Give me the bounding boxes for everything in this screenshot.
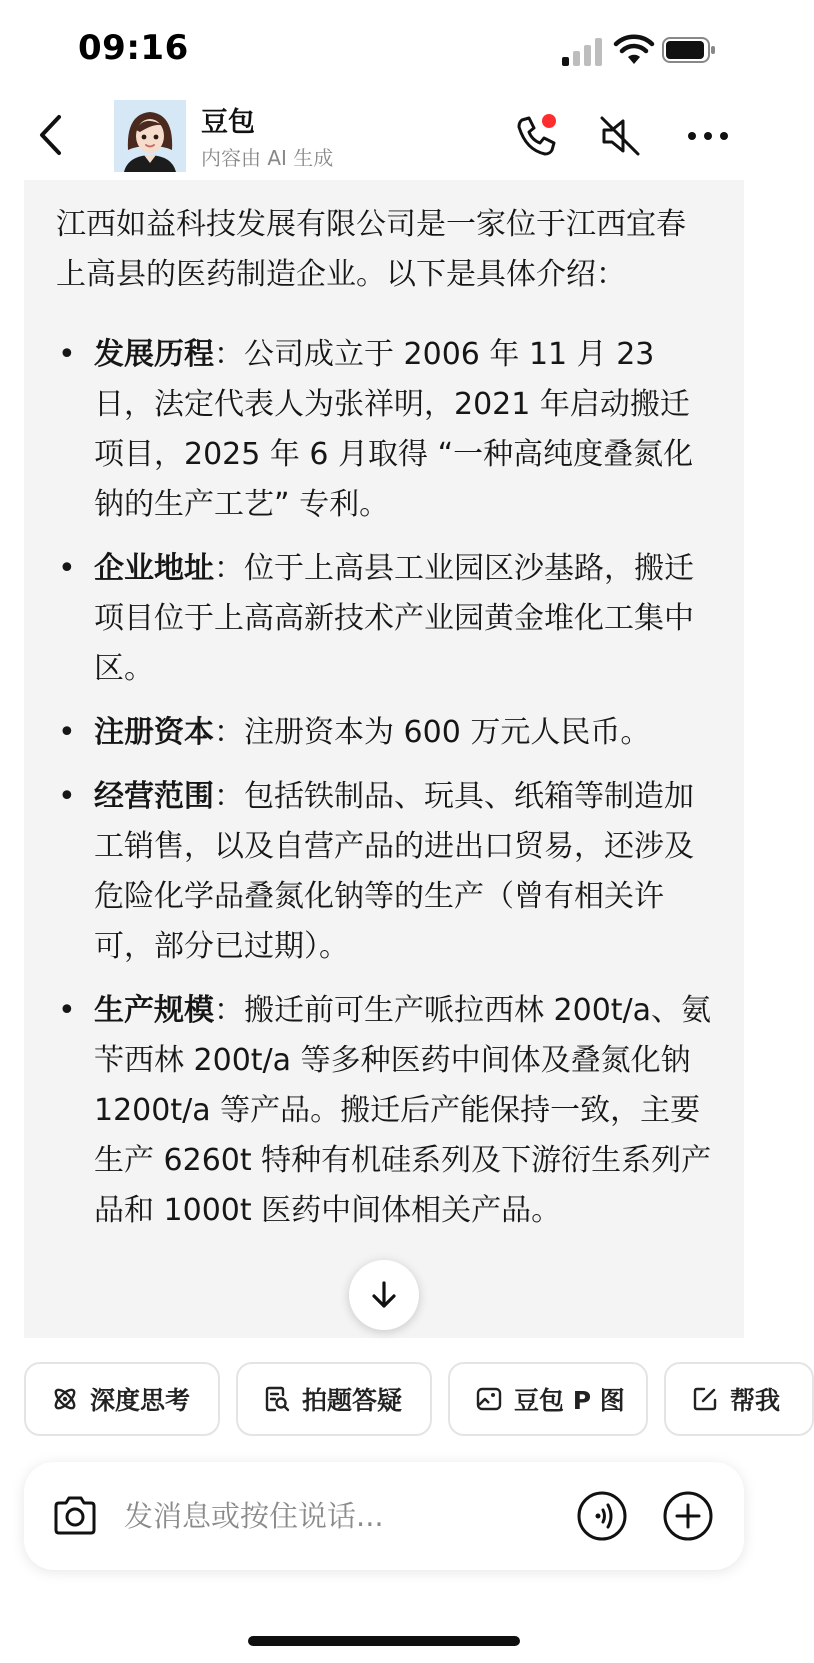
list-item-scope	[56, 772, 712, 972]
bot-name: 豆包	[201, 107, 255, 138]
chip-label: 豆包 P 图	[514, 1386, 625, 1415]
add-button[interactable]	[662, 1490, 714, 1542]
chip-label: 深度思考	[90, 1386, 191, 1415]
search-doc-icon	[262, 1384, 292, 1414]
camera-icon	[50, 1492, 100, 1540]
voice-call-button[interactable]	[576, 1490, 628, 1542]
message-input[interactable]	[124, 1490, 524, 1542]
status-time: 09:16	[78, 28, 189, 68]
list-item-history	[56, 330, 712, 530]
back-button[interactable]	[30, 110, 70, 160]
wifi-icon	[614, 34, 654, 66]
message-intro: 江西如益科技发展有限公司是一家位于江西宜春上高县的医药制造企业。以下是具体介绍：	[56, 207, 686, 292]
item-text: ：搬迁前可生产哌拉西林 200t/a、氨苄西林 200t/a 等多种医药中间体及叠氮化钠 1200t/a 等产品。搬迁后产能保持一致，主要生产 6260t 特种有机硅系列及下游衍生系列产品和 1000t 医药中间体相关产品。	[94, 993, 712, 1228]
home-indicator[interactable]	[248, 1636, 520, 1646]
bot-message	[24, 180, 744, 1236]
message-bullet-list	[56, 330, 712, 1236]
item-title: 经营范围	[94, 779, 214, 814]
chip-deep-think[interactable]	[24, 1362, 220, 1436]
ai-disclaimer: 内容由 AI 生成	[201, 146, 334, 170]
item-title: 注册资本	[94, 715, 214, 750]
status-bar	[0, 0, 768, 90]
chip-photo-question[interactable]	[236, 1362, 432, 1436]
chip-label: 拍题答疑	[302, 1386, 403, 1415]
item-title: 企业地址	[94, 551, 214, 586]
mute-speaker-button[interactable]	[596, 112, 644, 160]
cellular-signal-icon	[560, 38, 604, 66]
item-text: ：公司成立于 2006 年 11 月 23 日，法定代表人为张祥明，2021 年启动搬迁项目，2025 年 6 月取得 “一种高纯度叠氮化钠的生产工艺” 专利。	[94, 337, 694, 522]
chat-header	[0, 92, 768, 180]
phone-call-button[interactable]	[512, 112, 560, 160]
arrow-down-icon	[369, 1280, 399, 1310]
speaker-muted-icon	[596, 112, 644, 160]
write-icon	[690, 1384, 720, 1414]
item-text: ：注册资本为 600 万元人民币。	[214, 715, 651, 750]
camera-button[interactable]	[50, 1492, 100, 1540]
more-options-button[interactable]	[684, 112, 732, 160]
chip-help-write[interactable]	[664, 1362, 814, 1436]
item-title: 发展历程	[94, 337, 214, 372]
item-title: 生产规模	[94, 993, 214, 1028]
image-edit-icon	[474, 1384, 504, 1414]
message-input-bar	[24, 1462, 744, 1570]
voice-wave-icon	[576, 1490, 628, 1542]
avatar-portrait-icon	[114, 100, 186, 172]
phone-icon	[512, 112, 560, 160]
bot-avatar[interactable]	[114, 100, 186, 172]
scroll-to-bottom-button[interactable]	[349, 1260, 419, 1330]
chat-message-area[interactable]	[24, 180, 744, 1338]
more-dots-icon	[684, 112, 732, 160]
battery-icon	[662, 36, 716, 64]
quick-action-chips	[24, 1362, 781, 1436]
item-text: ：包括铁制品、玩具、纸箱等制造加工销售，以及自营产品的进出口贸易，还涉及危险化学品叠氮化钠等的生产（曾有相关许可，部分已过期）。	[94, 779, 694, 964]
chip-image-edit[interactable]	[448, 1362, 648, 1436]
list-item-address	[56, 544, 712, 694]
item-text: ：位于上高县工业园区沙基路，搬迁项目位于上高高新技术产业园黄金堆化工集中区。	[94, 551, 694, 686]
chip-label: 帮我	[730, 1386, 781, 1415]
list-item-capital	[56, 708, 712, 758]
plus-circle-icon	[662, 1490, 714, 1542]
chevron-left-icon	[37, 114, 63, 156]
atom-icon	[50, 1384, 80, 1414]
list-item-scale	[56, 986, 712, 1236]
